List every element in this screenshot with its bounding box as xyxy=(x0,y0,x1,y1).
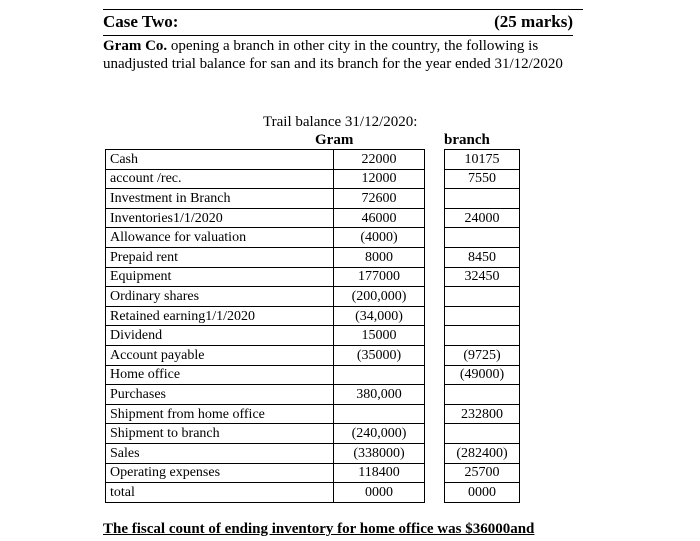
branch-cell: 10175 xyxy=(445,150,520,170)
gram-cell: 12000 xyxy=(334,169,425,189)
branch-cell xyxy=(445,287,520,307)
spacer-cell xyxy=(425,247,445,267)
branch-cell: (282400) xyxy=(445,443,520,463)
spacer-cell xyxy=(425,169,445,189)
gram-cell: (338000) xyxy=(334,443,425,463)
table-row xyxy=(106,424,520,444)
branch-cell: 8450 xyxy=(445,247,520,267)
case-heading xyxy=(103,12,573,34)
table-row xyxy=(106,169,520,189)
table-row xyxy=(106,463,520,483)
table-row xyxy=(106,150,520,170)
branch-cell: 32450 xyxy=(445,267,520,287)
trial-balance-table xyxy=(105,149,520,503)
table-row xyxy=(106,483,520,503)
branch-cell: 232800 xyxy=(445,404,520,424)
spacer-cell xyxy=(425,443,445,463)
gram-cell: 46000 xyxy=(334,208,425,228)
table-row xyxy=(106,345,520,365)
spacer-cell xyxy=(425,189,445,209)
account-cell: Ordinary shares xyxy=(106,287,334,307)
column-header-gram: Gram xyxy=(315,132,354,148)
table-row xyxy=(106,326,520,346)
branch-cell: (9725) xyxy=(445,345,520,365)
table-row xyxy=(106,267,520,287)
branch-cell: 24000 xyxy=(445,208,520,228)
heading-rule xyxy=(103,35,573,36)
account-cell: Account payable xyxy=(106,345,334,365)
account-cell: Shipment to branch xyxy=(106,424,334,444)
table-row xyxy=(106,404,520,424)
spacer-cell xyxy=(425,208,445,228)
spacer-cell xyxy=(425,385,445,405)
case-marks: (25 marks) xyxy=(494,12,573,31)
table-row xyxy=(106,443,520,463)
table-row xyxy=(106,208,520,228)
spacer-cell xyxy=(425,463,445,483)
gram-cell: (4000) xyxy=(334,228,425,248)
gram-cell: 177000 xyxy=(334,267,425,287)
table-row xyxy=(106,189,520,209)
gram-cell: 22000 xyxy=(334,150,425,170)
branch-cell: 25700 xyxy=(445,463,520,483)
spacer-cell xyxy=(425,326,445,346)
spacer-cell xyxy=(425,287,445,307)
account-cell: Home office xyxy=(106,365,334,385)
account-cell: Cash xyxy=(106,150,334,170)
gram-cell: (35000) xyxy=(334,345,425,365)
spacer-cell xyxy=(425,424,445,444)
spacer-cell xyxy=(425,306,445,326)
account-cell: Dividend xyxy=(106,326,334,346)
spacer-cell xyxy=(425,404,445,424)
top-rule xyxy=(103,9,583,10)
gram-cell: (34,000) xyxy=(334,306,425,326)
branch-cell xyxy=(445,385,520,405)
spacer-cell xyxy=(425,365,445,385)
account-cell: Equipment xyxy=(106,267,334,287)
branch-cell: 7550 xyxy=(445,169,520,189)
company-name: Gram Co. xyxy=(103,38,168,54)
spacer-cell xyxy=(425,150,445,170)
gram-cell xyxy=(334,365,425,385)
branch-cell xyxy=(445,189,520,209)
gram-cell: 0000 xyxy=(334,483,425,503)
gram-cell: 380,000 xyxy=(334,385,425,405)
spacer-cell xyxy=(425,228,445,248)
gram-cell: (200,000) xyxy=(334,287,425,307)
account-cell: Retained earning1/1/2020 xyxy=(106,306,334,326)
branch-cell: (49000) xyxy=(445,365,520,385)
branch-cell xyxy=(445,306,520,326)
gram-cell: 8000 xyxy=(334,247,425,267)
case-title: Case Two: xyxy=(103,12,179,31)
account-cell: Purchases xyxy=(106,385,334,405)
gram-cell: 72600 xyxy=(334,189,425,209)
gram-cell: (240,000) xyxy=(334,424,425,444)
branch-cell xyxy=(445,326,520,346)
account-cell: Investment in Branch xyxy=(106,189,334,209)
account-cell: total xyxy=(106,483,334,503)
spacer-cell xyxy=(425,483,445,503)
branch-cell xyxy=(445,424,520,444)
table-row xyxy=(106,385,520,405)
table-row xyxy=(106,287,520,307)
account-cell: Prepaid rent xyxy=(106,247,334,267)
branch-cell xyxy=(445,228,520,248)
table-row xyxy=(106,247,520,267)
account-cell: Sales xyxy=(106,443,334,463)
gram-cell: 118400 xyxy=(334,463,425,483)
intro-paragraph xyxy=(103,37,583,73)
intro-text: opening a branch in other city in the country, the following is unadjusted trial balance for san and its branch for the year ended 31/12/2020 xyxy=(103,38,563,72)
spacer-cell xyxy=(425,267,445,287)
account-cell: Inventories1/1/2020 xyxy=(106,208,334,228)
table-row xyxy=(106,228,520,248)
table-row xyxy=(106,306,520,326)
account-cell: account /rec. xyxy=(106,169,334,189)
gram-cell xyxy=(334,404,425,424)
account-cell: Operating expenses xyxy=(106,463,334,483)
account-cell: Allowance for valuation xyxy=(106,228,334,248)
trial-balance-title: Trail balance 31/12/2020: xyxy=(263,114,418,130)
account-cell: Shipment from home office xyxy=(106,404,334,424)
table-row xyxy=(106,365,520,385)
column-header-branch: branch xyxy=(444,132,490,148)
branch-cell: 0000 xyxy=(445,483,520,503)
spacer-cell xyxy=(425,345,445,365)
footer-note: The fiscal count of ending inventory for home office was $36000and xyxy=(103,521,535,537)
gram-cell: 15000 xyxy=(334,326,425,346)
